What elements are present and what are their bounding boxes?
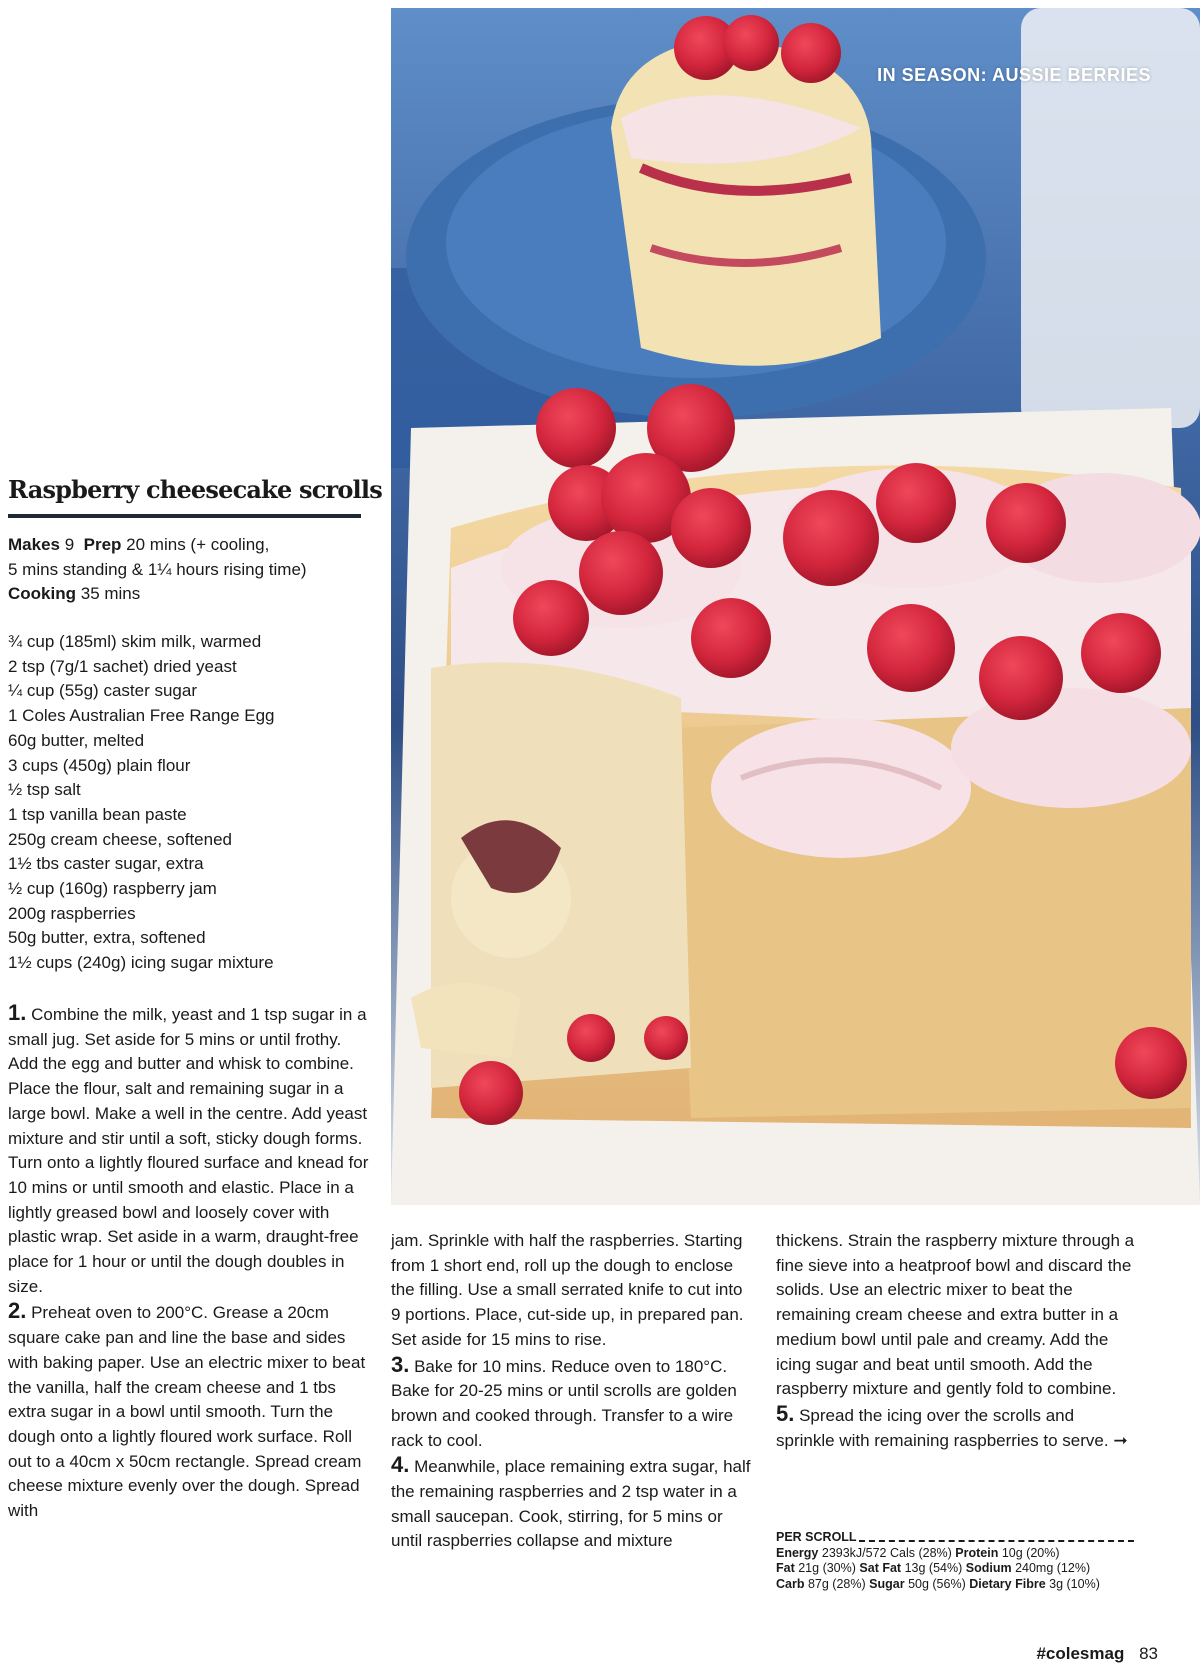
nutrition-line-3 — [776, 1577, 1134, 1593]
ingredient-item: ½ cup (160g) raspberry jam — [8, 879, 217, 899]
cooking-label: Cooking — [8, 584, 76, 604]
method-column-1 — [8, 1001, 370, 1524]
sodium-value: 240mg (12%) — [1015, 1561, 1091, 1575]
ingredient-item: 200g raspberries — [8, 903, 136, 923]
ingredient-item: 1 Coles Australian Free Range Egg — [8, 706, 275, 726]
nutrition-panel — [776, 1530, 1134, 1592]
meta-line-3 — [8, 582, 368, 607]
section-tag: IN SEASON: AUSSIE BERRIES — [877, 65, 1151, 85]
sat-fat-label: Sat Fat — [859, 1561, 902, 1575]
page-number: 83 — [1139, 1644, 1158, 1663]
ingredient-item: 3 cups (450g) plain flour — [8, 755, 191, 775]
step-5-number: 5. — [776, 1400, 795, 1426]
carb-value: 87g (28%) — [807, 1576, 866, 1591]
ingredient-item: ½ tsp salt — [8, 780, 81, 800]
method-column-3 — [776, 1229, 1136, 1453]
step-3-text: Bake for 10 mins. Reduce oven to 180°C. Bake for 20-25 mins or until scrolls are golden brown and cooked through. Transfer to a wire rack to cool. — [391, 1356, 737, 1450]
prep-value: 20 mins (+ cooling, — [126, 535, 270, 554]
nutrition-heading: PER SCROLL — [776, 1530, 857, 1544]
fibre-label: Dietary Fibre — [969, 1576, 1046, 1591]
sodium-label: Sodium — [965, 1561, 1012, 1575]
ingredient-item: 250g cream cheese, softened — [8, 829, 232, 849]
ingredient-list — [8, 630, 368, 976]
nutrition-line-1 — [776, 1546, 1134, 1562]
step-3-number: 3. — [391, 1351, 410, 1377]
step-2-text: Preheat oven to 200°C. Grease a 20cm square cake pan and line the base and sides with baking paper. Use an electric mixer to beat the vanilla, half the cream cheese and 1 tbs extra sugar in a bowl until smooth. Turn the dough onto a lightly floured work surface. Roll out to a 40cm x 50cm rectangle. Spread cream cheese mixture evenly over the dough. Spread with — [8, 1303, 366, 1521]
ingredient-item: ¾ cup (185ml) skim milk, warmed — [8, 632, 262, 651]
sugar-value: 50g (56%) — [908, 1576, 966, 1591]
ingredient-item: ¼ cup (55g) caster sugar — [8, 681, 197, 701]
step-5-text: Spread the icing over the scrolls and sprinkle with remaining raspberries to serve. — [776, 1405, 1109, 1450]
sugar-label: Sugar — [869, 1576, 905, 1591]
protein-label: Protein — [955, 1545, 999, 1560]
carb-label: Carb — [776, 1576, 805, 1591]
step-1-number: 1. — [8, 1000, 27, 1025]
fibre-value: 3g (10%) — [1049, 1576, 1100, 1591]
recipe-meta — [8, 533, 368, 607]
fat-value: 21g (30%) — [798, 1561, 856, 1575]
ingredient-item: 1½ tbs caster sugar, extra — [8, 854, 204, 874]
hero-photo — [391, 8, 1200, 1205]
page-footer — [1036, 1644, 1158, 1664]
method-column-2 — [391, 1229, 751, 1554]
ingredient-item: 1 tsp vanilla bean paste — [8, 804, 187, 824]
step-4-text-continued: thickens. Strain the raspberry mixture through a fine sieve into a heatproof bowl and discard the solids. Use an electric mixer to beat the remaining cream cheese and extra butter in a medium bowl until pale and creamy. Add the icing sugar and beat until smooth. Add the raspberry mixture and gently fold to combine. — [776, 1231, 1135, 1399]
recipe-title: Raspberry cheesecake scrolls — [8, 475, 361, 518]
meta-line-1 — [8, 533, 368, 558]
scrolls-illustration — [391, 8, 1200, 1205]
energy-label: Energy — [776, 1545, 819, 1560]
step-4-text: Meanwhile, place remaining extra sugar, half the remaining raspberries and 2 tsp water in a small saucepan. Cook, stirring, for 5 mins or until raspberries collapse and mixture — [391, 1457, 751, 1551]
step-1-text: Combine the milk, yeast and 1 tsp sugar in a small jug. Set aside for 5 mins or until frothy. Add the egg and butter and whisk to combine. Place the flour, salt and remaining sugar in a large bowl. Make a well in the centre. Add yeast mixture and stir until a soft, sticky dough forms. Turn onto a lightly floured surface and knead for 10 mins or until smooth and elastic. Place in a lightly greased bowl and loosely cover with plastic wrap. Set aside in a warm, draught-free place for 1 hour or until the dough doubles in size. — [8, 1005, 369, 1296]
step-2-number: 2. — [8, 1298, 27, 1324]
step-2-text-continued: jam. Sprinkle with half the raspberries. Starting from 1 short end, roll up the dough to enclose the filling. Use a small serrated knife to cut into 9 portions. Place, cut-side up, in prepared pan. Set aside for 15 mins to rise. — [391, 1231, 744, 1349]
magazine-hashtag: #colesmag — [1036, 1644, 1125, 1663]
nutrition-line-2 — [776, 1561, 1134, 1577]
prep-value-continued: 5 mins standing & 1¼ hours rising time) — [8, 559, 307, 579]
dashed-divider — [859, 1533, 1134, 1542]
prep-label: Prep — [83, 535, 122, 554]
ingredient-item: 50g butter, extra, softened — [8, 928, 206, 948]
makes-value: 9 — [64, 535, 75, 554]
ingredient-item: 2 tsp (7g/1 sachet) dried yeast — [8, 656, 237, 676]
fat-label: Fat — [776, 1561, 795, 1575]
continue-arrow-icon: ➞ — [1113, 1430, 1128, 1450]
energy-value: 2393kJ/572 Cals (28%) — [821, 1545, 952, 1560]
sat-fat-value: 13g (54%) — [904, 1561, 963, 1575]
makes-label: Makes — [8, 535, 60, 554]
protein-value: 10g (20%) — [1001, 1545, 1060, 1560]
step-4-number: 4. — [391, 1452, 410, 1478]
ingredient-item: 1½ cups (240g) icing sugar mixture — [8, 953, 274, 973]
ingredient-item: 60g butter, melted — [8, 730, 145, 750]
nutrition-heading-row — [776, 1530, 1134, 1546]
cooking-value: 35 mins — [80, 584, 141, 604]
